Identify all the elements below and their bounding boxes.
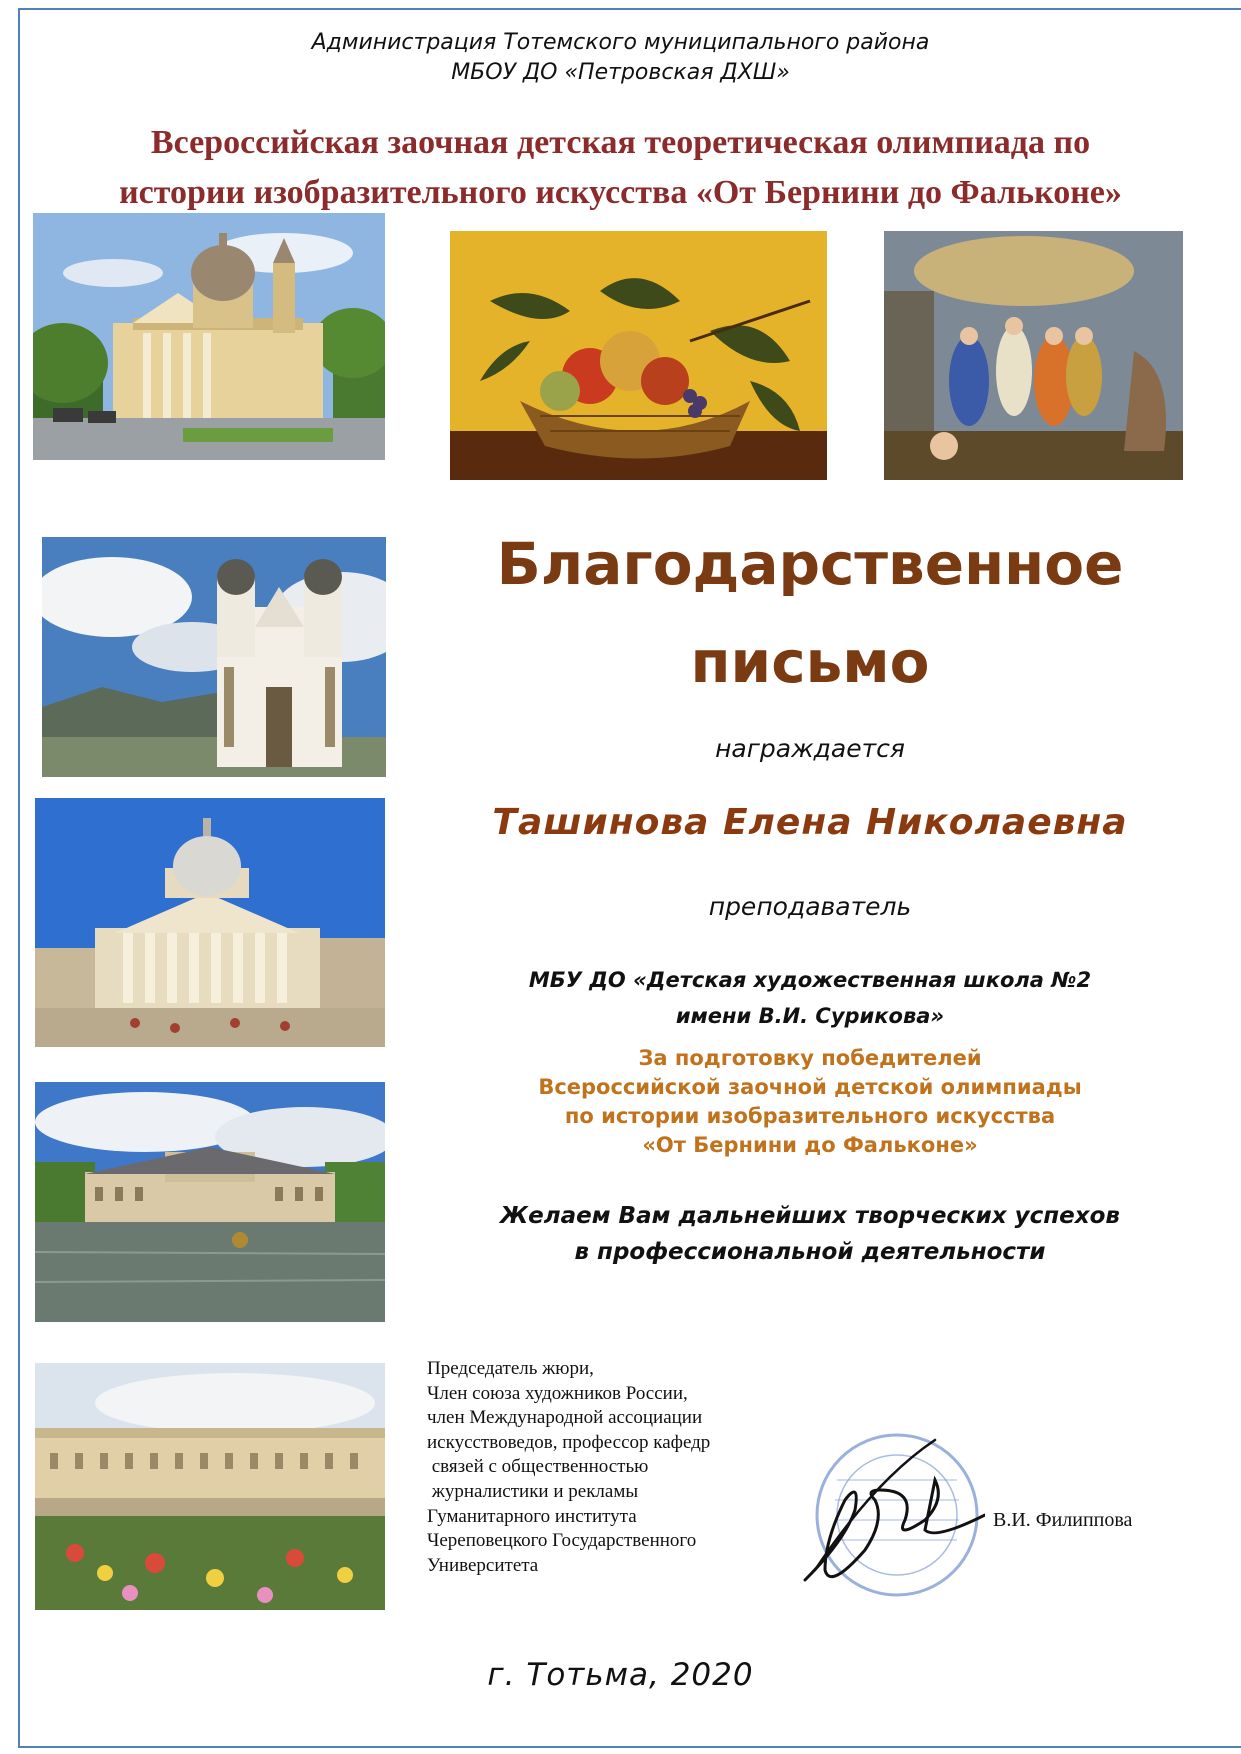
jury-line-9: Университета bbox=[427, 1554, 539, 1576]
jury-line-7: Гуманитарного института bbox=[427, 1505, 637, 1527]
school-line-1: МБУ ДО «Детская художественная школа №2 bbox=[528, 968, 1092, 992]
certificate-title-line-1: Благодарственное bbox=[496, 530, 1124, 598]
award-reason bbox=[440, 1044, 1180, 1160]
signer-name: В.И. Филиппова bbox=[993, 1509, 1133, 1531]
jury-line-8: Череповецкого Государственного bbox=[427, 1530, 697, 1552]
organizer-block bbox=[0, 28, 1241, 88]
jury-line-2: Член союза художников России, bbox=[427, 1382, 688, 1404]
jury-chair-info bbox=[427, 1357, 772, 1578]
olympiad-title-line-2: истории изобразительного искусства «От Бернини до Фальконе» bbox=[119, 174, 1122, 211]
olympiad-title-line-1: Всероссийская заочная детская теоретическая олимпиада по bbox=[150, 124, 1091, 161]
photo-pantheon bbox=[35, 798, 385, 1047]
recipient-position: преподаватель bbox=[708, 892, 912, 921]
jury-line-4: искусствоведов, профессор кафедр bbox=[427, 1431, 711, 1453]
jury-line-3: член Международной ассоциации bbox=[427, 1407, 703, 1429]
jury-line-1: Председатель жюри, bbox=[427, 1358, 594, 1379]
photo-basilica-superga bbox=[33, 213, 385, 460]
photo-painting-fruit-basket bbox=[450, 231, 827, 480]
wishes bbox=[440, 1198, 1180, 1270]
school-line-2: имени В.И. Сурикова» bbox=[675, 1004, 945, 1028]
jury-line-6: журналистики и рекламы bbox=[427, 1480, 639, 1502]
wish-line-1: Желаем Вам дальнейших творческих успехов bbox=[500, 1203, 1120, 1229]
certificate-title-line-2: письмо bbox=[690, 628, 930, 696]
photo-versailles bbox=[35, 1363, 385, 1610]
jury-line-5: связей с общественностью bbox=[427, 1456, 649, 1478]
wish-line-2: в профессиональной деятельности bbox=[574, 1239, 1046, 1265]
stamp-and-signature bbox=[785, 1420, 985, 1625]
reason-line-2: Всероссийской заочной детской олимпиады bbox=[538, 1075, 1082, 1099]
school-block bbox=[440, 962, 1180, 1034]
photo-baroque-church bbox=[42, 537, 386, 777]
photo-painting-dance bbox=[884, 231, 1183, 480]
reason-line-1: За подготовку победителей bbox=[638, 1046, 982, 1070]
photo-luxembourg-palace bbox=[35, 1082, 385, 1322]
reason-line-3: по истории изобразительного искусства bbox=[564, 1104, 1056, 1128]
recipient-name: Ташинова Елена Николаевна bbox=[492, 802, 1128, 843]
place-and-year: г. Тотьма, 2020 bbox=[487, 1657, 754, 1693]
organizer-line-1: Администрация Тотемского муниципального района bbox=[311, 30, 930, 55]
organizer-line-2: МБОУ ДО «Петровская ДХШ» bbox=[451, 60, 790, 85]
olympiad-title bbox=[0, 118, 1241, 218]
awarded-label: награждается bbox=[715, 734, 905, 763]
reason-line-4: «От Бернини до Фальконе» bbox=[642, 1133, 978, 1157]
